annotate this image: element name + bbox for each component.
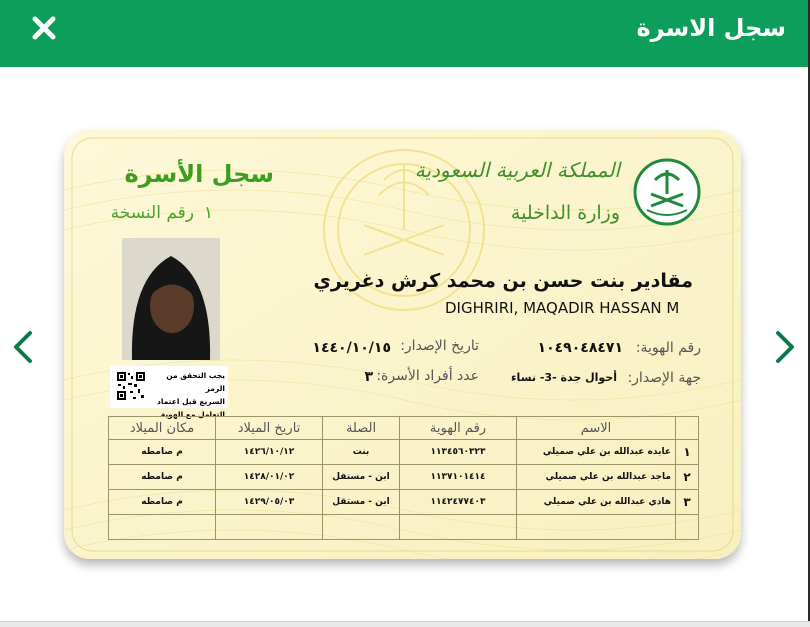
- col-header-index: [676, 417, 699, 440]
- col-header-dob: تاريخ الميلاد: [216, 417, 323, 440]
- issue-date-value: ١٤٤٠/١٠/١٥: [312, 340, 391, 356]
- members-label: عدد أفراد الأسرة:: [376, 368, 479, 384]
- kingdom-name: المملكة العربية السعودية: [414, 158, 620, 182]
- family-record-card: [64, 130, 741, 559]
- table-row: ٣ هادي عبدالله بن علي صميلي ١١٤٢٤٧٧٤٠٣ ابن - مستقل ١٤٢٩/٠٥/٠٣ م صامطه: [109, 490, 699, 515]
- id-value: ١٠٤٩٠٤٨٤٧١: [537, 340, 623, 356]
- qr-code-icon: [116, 371, 146, 401]
- bottom-bar: [0, 621, 810, 627]
- holder-name-english: DIGHRIRI, MAQADIR HASSAN M: [445, 299, 680, 317]
- ministry-name: وزارة الداخلية: [510, 202, 620, 224]
- table-row: ٢ ماجد عبدالله بن علي صميلي ١١٣٧١٠١٤١٤ ابن - مستقل ١٤٢٨/٠١/٠٢ م صامطه: [109, 465, 699, 490]
- copy-number-label: رقم النسخة: [110, 203, 194, 223]
- header-bar: [0, 0, 808, 67]
- holder-name-arabic: مقادير بنت حسن بن محمد كرش دغريري: [313, 270, 693, 292]
- col-header-name: الاسم: [517, 417, 676, 440]
- qr-note: يجب التحقق من الرمز السريع قبل اعتماد التعامل مع الهوية: [157, 371, 225, 419]
- id-label: رقم الهوية:: [635, 340, 701, 356]
- holder-photo: [122, 238, 220, 360]
- saudi-emblem-icon: [633, 158, 701, 226]
- col-header-relation: الصلة: [323, 417, 400, 440]
- close-icon: [28, 12, 60, 44]
- chevron-left-icon: [8, 330, 38, 364]
- table-header-row: [109, 417, 699, 440]
- family-members-table: [108, 416, 699, 540]
- table-row: ١ عابده عبدالله بن علي صميلي ١١٣٤٥٦٠٣٢٣ بنت ١٤٢٦/١٠/١٢ م صامطه: [109, 440, 699, 465]
- copy-number-value: ١: [203, 203, 213, 223]
- table-row-empty: [109, 515, 699, 540]
- page-title: سجل الاسرة: [636, 14, 786, 42]
- issue-date-label: تاريخ الإصدار:: [400, 338, 479, 354]
- close-button[interactable]: [28, 12, 60, 44]
- members-value: ٣: [364, 369, 373, 385]
- col-header-id: رقم الهوية: [400, 417, 517, 440]
- issuer-value: أحوال جدة -3- نساء: [510, 371, 617, 384]
- card-title: سجل الأسرة: [124, 160, 274, 188]
- chevron-right-icon: [770, 330, 800, 364]
- issuer-label: جهة الإصدار:: [627, 370, 701, 386]
- previous-button[interactable]: [8, 330, 38, 364]
- qr-verification-box: [110, 366, 228, 419]
- next-button[interactable]: [770, 330, 800, 364]
- col-header-pob: مكان الميلاد: [109, 417, 216, 440]
